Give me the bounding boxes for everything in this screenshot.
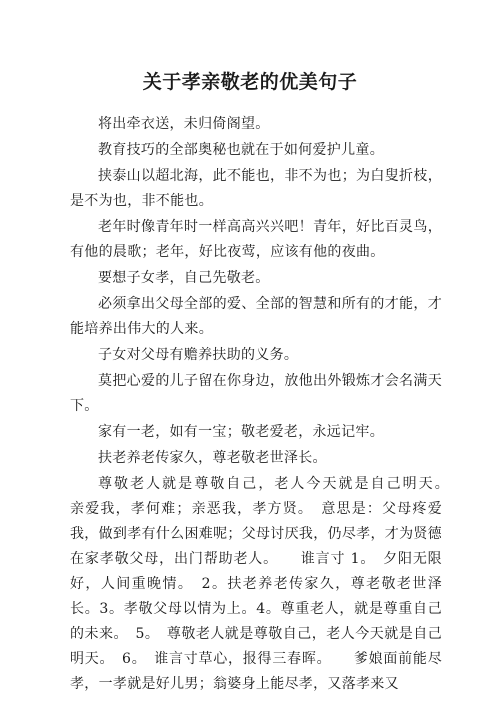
paragraph-8: 莫把心爱的儿子留在你身边，放他出外锻炼才会名满天下。 [70, 373, 442, 414]
paragraph-2: 教育技巧的全部奥秘也就在于如何爱护儿童。 [98, 142, 384, 158]
paragraph-5: 要想子女孝，自己先敬老。 [98, 270, 270, 286]
paragraph-6: 必须拿出父母全部的爱、全部的智慧和所有的才能，才能培养出伟大的人来。 [70, 296, 442, 337]
paragraph-3: 挟泰山以超北海，此不能也，非不为也；为白叟折枝，是不为也，非不能也。 [70, 168, 442, 209]
paragraph-1: 将出牵衣送，未归倚阁望。 [98, 116, 270, 132]
paragraph-9: 家有一老，如有一宝；敬老爱老，永远记牢。 [98, 424, 384, 440]
document-title: 关于孝亲敬老的优美句子 [142, 71, 358, 93]
paragraph-10: 扶老养老传家久，尊老敬老世泽长。 [98, 450, 327, 466]
paragraph-4: 老年时像青年时一样高高兴兴吧！青年，好比百灵鸟，有他的晨歌；老年，好比夜莺，应该有他的夜曲。 [70, 219, 442, 260]
paragraph-7: 子女对父母有赡养扶助的义务。 [98, 347, 299, 363]
paragraph-11: 尊敬老人就是尊敬自己，老人今天就是自己明天。 亲爱我，孝何难；亲恶我，孝方贤。 意思是：父母疼爱我，做到孝有什么困难呢；父母讨厌我，仍尽孝，才为贤德 在家孝敬父母，出门帮助老人。 谁言寸 1。 夕阳无限好，人间重晚情。 2。扶老养老传家久，尊老敬老世泽长。3。孝敬父母以情为上。4。尊重老人，就是尊重自己的未来。 5。 尊敬老人就是尊敬自己，老人今天就是自己明天。 6。 谁言寸草心，报得三春晖。 爹娘面前能尽孝，一孝就是好儿男；翁婆身上能尽孝，又落孝来又 [70, 476, 471, 692]
